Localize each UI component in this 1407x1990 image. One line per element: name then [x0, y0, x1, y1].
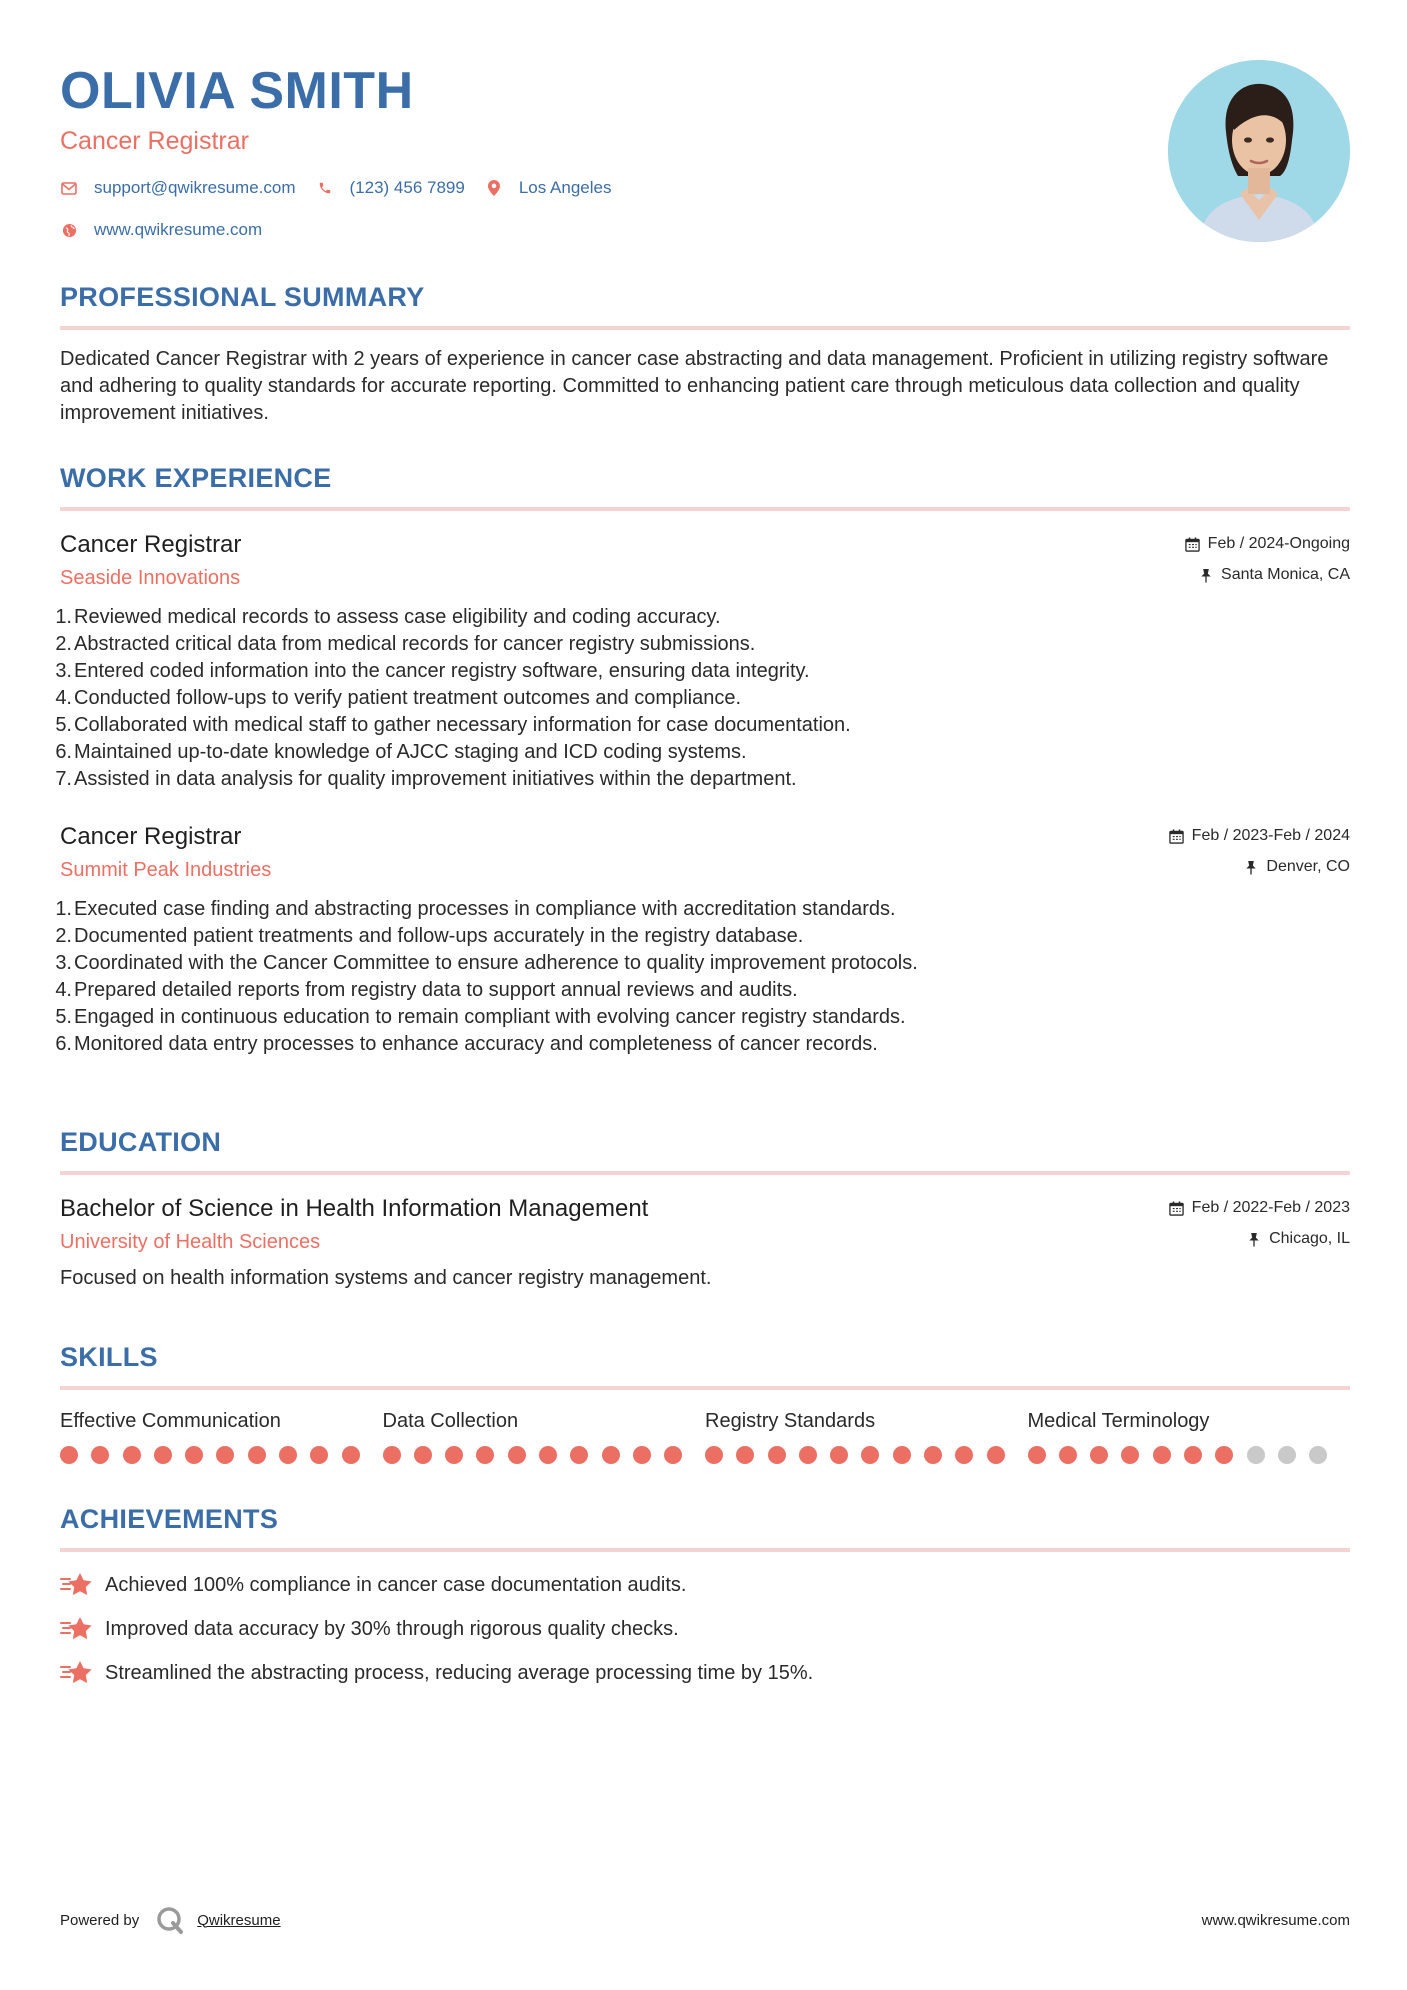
education-description: Focused on health information systems and cancer registry management.: [60, 1267, 712, 1289]
qwikresume-logo-icon: [155, 1905, 185, 1935]
rating-dot-filled: [1059, 1446, 1077, 1464]
brand-link[interactable]: Qwikresume: [197, 1911, 281, 1929]
rating-dot-filled: [1028, 1446, 1046, 1464]
rating-dot-filled: [861, 1446, 879, 1464]
achievements-section: [60, 1502, 1350, 1688]
education-heading: EDUCATION: [60, 1127, 222, 1157]
achievement-item: [60, 1658, 1350, 1688]
job-dates: [1185, 533, 1350, 555]
job-bullets: [55, 896, 1350, 1058]
section-divider: [60, 1548, 1350, 1552]
education-meta: [1169, 1197, 1350, 1259]
list-item: 6. Monitored data entry processes to enhance accuracy and completeness of cancer records.: [55, 1033, 878, 1055]
rating-dot-filled: [705, 1446, 723, 1464]
rating-dot-filled: [539, 1446, 557, 1464]
experience-section: [55, 461, 1350, 1058]
skill-name: Medical Terminology: [1027, 1410, 1210, 1432]
rating-dot-empty: [1278, 1446, 1296, 1464]
rating-dot-filled: [1215, 1446, 1233, 1464]
page-footer: [60, 1900, 1350, 1940]
rating-dot-filled: [383, 1446, 401, 1464]
rating-dot-filled: [633, 1446, 651, 1464]
job-meta: [1169, 825, 1350, 887]
education-section: [60, 1125, 1350, 1292]
job-dates-text: Feb / 2024-Ongoing: [1207, 535, 1350, 552]
rating-dot-filled: [91, 1446, 109, 1464]
footer-url[interactable]: www.qwikresume.com: [1201, 1911, 1350, 1929]
achievement-text: Improved data accuracy by 30% through rigorous quality checks.: [105, 1618, 679, 1640]
skill-item: [705, 1408, 1028, 1464]
achievement-text: Streamlined the abstracting process, reducing average processing time by 15%.: [105, 1662, 814, 1684]
rating-dot-filled: [893, 1446, 911, 1464]
rating-dot-filled: [768, 1446, 786, 1464]
skills-section: [60, 1340, 1350, 1464]
rating-dot-filled: [736, 1446, 754, 1464]
summary-heading: PROFESSIONAL SUMMARY: [60, 282, 425, 312]
contact-row-web: [60, 218, 1350, 242]
degree-title: Bachelor of Science in Health Information Management: [60, 1195, 649, 1222]
phone-text: (123) 456 7899: [349, 178, 465, 197]
job-dates: [1169, 825, 1350, 847]
rating-dot-filled: [1153, 1446, 1171, 1464]
rating-dot-filled: [955, 1446, 973, 1464]
skill-name: Effective Communication: [60, 1410, 281, 1432]
education-dates-text: Feb / 2022-Feb / 2023: [1191, 1199, 1350, 1216]
rating-dot-filled: [924, 1446, 942, 1464]
list-item: 2. Abstracted critical data from medical records for cancer registry submissions.: [55, 633, 756, 655]
section-divider: [60, 507, 1350, 511]
rating-dot-filled: [60, 1446, 78, 1464]
rating-dot-filled: [154, 1446, 172, 1464]
rating-dot-empty: [1309, 1446, 1327, 1464]
rating-dot-filled: [123, 1446, 141, 1464]
job-meta: [1185, 533, 1350, 595]
map-pin-icon: [485, 179, 503, 197]
list-item: 2. Documented patient treatments and follow-ups accurately in the registry database.: [55, 925, 804, 947]
rating-dot-filled: [664, 1446, 682, 1464]
list-item: 4. Prepared detailed reports from registry data to support annual reviews and audits.: [55, 979, 798, 1001]
contact-phone[interactable]: [316, 178, 465, 198]
rating-dot-filled: [570, 1446, 588, 1464]
email-text: support@qwikresume.com: [94, 178, 296, 197]
envelope-icon: [60, 179, 78, 197]
job-title: Cancer Registrar: [60, 823, 242, 850]
globe-icon: [60, 221, 78, 239]
profile-photo: [1168, 60, 1350, 242]
job-company: Summit Peak Industries: [60, 859, 272, 881]
job-location: [1169, 856, 1350, 878]
job-location-text: Santa Monica, CA: [1221, 566, 1350, 583]
rating-dot-filled: [508, 1446, 526, 1464]
section-divider: [60, 1386, 1350, 1390]
calendar-icon: [1169, 1200, 1185, 1216]
skill-item: [383, 1408, 706, 1464]
rating-dot-filled: [1121, 1446, 1139, 1464]
list-item: 3. Coordinated with the Cancer Committee to ensure adherence to quality improvement protocols.: [55, 952, 918, 974]
phone-icon: [316, 179, 334, 197]
pushpin-icon: [1246, 1231, 1262, 1247]
rating-dot-empty: [1247, 1446, 1265, 1464]
skills-list: [60, 1408, 1350, 1464]
list-item: 5. Collaborated with medical staff to gather necessary information for case documentation.: [55, 714, 851, 736]
star-badge-icon: [60, 1570, 94, 1600]
rating-dot-filled: [216, 1446, 234, 1464]
calendar-icon: [1169, 828, 1185, 844]
rating-dot-filled: [830, 1446, 848, 1464]
contact-row: [60, 176, 1350, 200]
summary-text: Dedicated Cancer Registrar with 2 years of experience in cancer case abstracting and data management. Proficient in utilizing registry software and adhering to quality standards for accurate reporting. Committed to enhancing patient care through meticulous data collection and quality improvement initiatives.: [60, 348, 1329, 424]
skill-rating: [383, 1446, 706, 1464]
rating-dot-filled: [279, 1446, 297, 1464]
job-dates-text: Feb / 2023-Feb / 2024: [1191, 827, 1350, 844]
section-divider: [60, 326, 1350, 330]
skill-rating: [1028, 1446, 1351, 1464]
achievements-heading: ACHIEVEMENTS: [60, 1504, 279, 1534]
school-name: University of Health Sciences: [60, 1231, 321, 1253]
achievement-item: [60, 1614, 1350, 1644]
job-location-text: Denver, CO: [1266, 858, 1350, 875]
star-badge-icon: [60, 1658, 94, 1688]
summary-section: [60, 280, 1350, 427]
education-dates: [1169, 1197, 1350, 1219]
rating-dot-filled: [248, 1446, 266, 1464]
rating-dot-filled: [476, 1446, 494, 1464]
website-text: www.qwikresume.com: [94, 220, 263, 239]
education-location-text: Chicago, IL: [1269, 1230, 1350, 1247]
skill-item: [60, 1408, 383, 1464]
skills-heading: SKILLS: [60, 1342, 158, 1372]
rating-dot-filled: [342, 1446, 360, 1464]
candidate-title: Cancer Registrar: [60, 127, 249, 155]
job-location: [1185, 564, 1350, 586]
skill-name: Data Collection: [382, 1410, 519, 1432]
star-badge-icon: [60, 1614, 94, 1644]
rating-dot-filled: [310, 1446, 328, 1464]
rating-dot-filled: [602, 1446, 620, 1464]
job-entry: [55, 529, 1350, 793]
section-divider: [60, 1171, 1350, 1175]
rating-dot-filled: [987, 1446, 1005, 1464]
list-item: 5. Engaged in continuous education to remain compliant with evolving cancer registry standards.: [55, 1006, 906, 1028]
rating-dot-filled: [414, 1446, 432, 1464]
list-item: 1. Reviewed medical records to assess case eligibility and coding accuracy.: [55, 606, 721, 628]
rating-dot-filled: [1090, 1446, 1108, 1464]
list-item: 6. Maintained up-to-date knowledge of AJCC staging and ICD coding systems.: [55, 741, 747, 763]
list-item: 3. Entered coded information into the cancer registry software, ensuring data integrity.: [55, 660, 810, 682]
skill-name: Registry Standards: [705, 1410, 876, 1432]
skill-rating: [705, 1446, 1028, 1464]
candidate-name: OLIVIA SMITH: [60, 62, 414, 120]
rating-dot-filled: [1184, 1446, 1202, 1464]
job-title: Cancer Registrar: [60, 531, 242, 558]
experience-heading: WORK EXPERIENCE: [60, 463, 332, 493]
education-entry: [60, 1193, 1350, 1292]
job-bullets: [55, 604, 1350, 793]
resume-header: [60, 58, 1350, 242]
achievement-text: Achieved 100% compliance in cancer case documentation audits.: [105, 1574, 687, 1596]
pushpin-icon: [1243, 859, 1259, 875]
contact-website[interactable]: [60, 220, 262, 240]
skill-rating: [60, 1446, 383, 1464]
powered-by-label: Powered by: [60, 1911, 140, 1929]
pushpin-icon: [1198, 567, 1214, 583]
achievement-item: [60, 1570, 1350, 1600]
calendar-icon: [1185, 536, 1201, 552]
rating-dot-filled: [445, 1446, 463, 1464]
powered-by: [60, 1905, 281, 1935]
location-text: Los Angeles: [518, 178, 612, 197]
education-location: [1169, 1228, 1350, 1250]
contact-email[interactable]: [60, 178, 296, 198]
job-entry: [55, 821, 1350, 1058]
rating-dot-filled: [185, 1446, 203, 1464]
list-item: 7. Assisted in data analysis for quality improvement initiatives within the department.: [55, 768, 797, 790]
skill-item: [1028, 1408, 1351, 1464]
list-item: 4. Conducted follow-ups to verify patient treatment outcomes and compliance.: [55, 687, 742, 709]
list-item: 1. Executed case finding and abstracting processes in compliance with accreditation standards.: [55, 898, 896, 920]
contact-location: [485, 178, 612, 198]
job-company: Seaside Innovations: [60, 567, 241, 589]
rating-dot-filled: [799, 1446, 817, 1464]
